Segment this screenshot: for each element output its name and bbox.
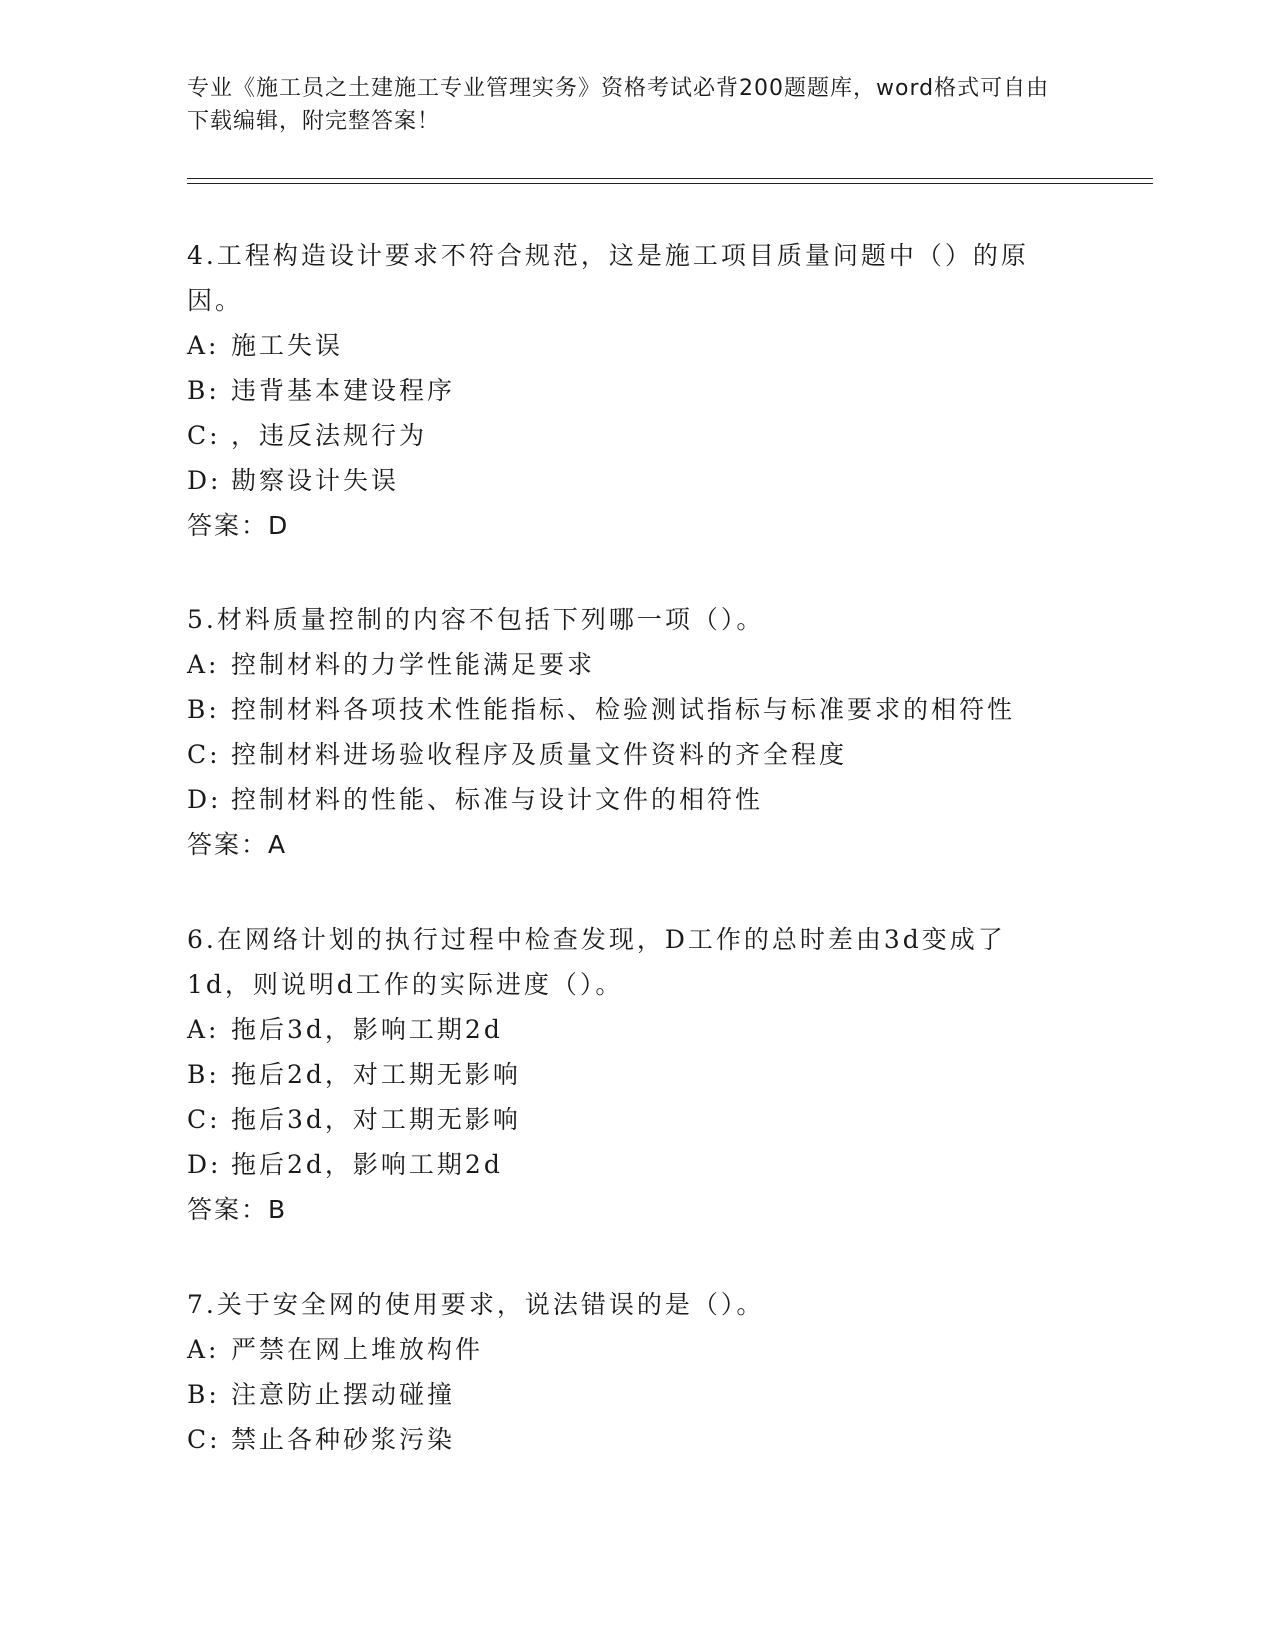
option-text: 注意防止摆动碰撞	[231, 1380, 456, 1409]
option-letter: D:	[187, 785, 222, 814]
option-letter: B:	[187, 376, 220, 405]
option-d	[187, 458, 1087, 503]
option-d	[187, 777, 1087, 822]
option-c	[187, 413, 1087, 458]
option-b	[187, 368, 1087, 413]
answer: 答案：A	[187, 830, 288, 859]
option-a	[187, 1327, 1087, 1372]
header-divider-top	[187, 178, 1153, 179]
option-letter: C:	[187, 1425, 221, 1454]
option-letter: C:	[187, 1105, 221, 1134]
option-text: 拖后3d，影响工期2d	[231, 1015, 503, 1044]
answer: 答案：D	[187, 511, 290, 540]
option-letter: A:	[187, 650, 220, 679]
question-stem: 4.工程构造设计要求不符合规范，这是施工项目质量问题中（）的原因。	[187, 241, 1029, 315]
option-text: 施工失误	[231, 331, 344, 360]
option-text: 严禁在网上堆放构件	[231, 1335, 484, 1364]
option-text: 违背基本建设程序	[231, 376, 456, 405]
question-stem: 6.在网络计划的执行过程中检查发现，D工作的总时差由3d变成了1d，则说明d工作的实际进度（）。	[187, 925, 1006, 999]
option-letter: A:	[187, 331, 220, 360]
option-text: 控制材料进场验收程序及质量文件资料的齐全程度	[231, 740, 848, 769]
question-7	[187, 1282, 1087, 1462]
option-c	[187, 1417, 1087, 1462]
option-a	[187, 1007, 1087, 1052]
option-d	[187, 1142, 1087, 1187]
option-letter: B:	[187, 1060, 220, 1089]
option-text: 拖后2d，对工期无影响	[231, 1060, 521, 1089]
document-header: 专业《施工员之土建施工专业管理实务》资格考试必背200题题库，word格式可自由下载编辑，附完整答案！	[187, 76, 1050, 134]
option-a	[187, 323, 1087, 368]
option-letter: A:	[187, 1335, 220, 1364]
option-text: 控制材料各项技术性能指标、检验测试指标与标准要求的相符性	[231, 695, 1016, 724]
question-stem: 5.材料质量控制的内容不包括下列哪一项（）。	[187, 605, 765, 634]
option-c	[187, 1097, 1087, 1142]
option-text: 勘察设计失误	[231, 466, 400, 495]
option-letter: A:	[187, 1015, 220, 1044]
option-letter: B:	[187, 695, 220, 724]
option-b	[187, 687, 1087, 732]
option-letter: D:	[187, 466, 222, 495]
option-text: 控制材料的力学性能满足要求	[231, 650, 596, 679]
option-text: 控制材料的性能、标准与设计文件的相符性	[231, 785, 764, 814]
option-text: 拖后2d，影响工期2d	[231, 1150, 503, 1179]
question-4	[187, 233, 1087, 548]
question-stem: 7.关于安全网的使用要求，说法错误的是（）。	[187, 1290, 765, 1319]
header-divider-bottom	[187, 183, 1153, 184]
option-letter: C:	[187, 740, 221, 769]
option-letter: B:	[187, 1380, 220, 1409]
answer: 答案：B	[187, 1195, 288, 1224]
option-text: 拖后3d，对工期无影响	[231, 1105, 521, 1134]
question-5	[187, 597, 1087, 867]
question-6	[187, 917, 1087, 1232]
option-b	[187, 1052, 1087, 1097]
option-c	[187, 732, 1087, 777]
option-letter: C:	[187, 421, 221, 450]
option-text: 禁止各种砂浆污染	[231, 1425, 456, 1454]
option-b	[187, 1372, 1087, 1417]
option-letter: D:	[187, 1150, 222, 1179]
option-text: ，违反法规行为	[231, 421, 428, 450]
option-a	[187, 642, 1087, 687]
